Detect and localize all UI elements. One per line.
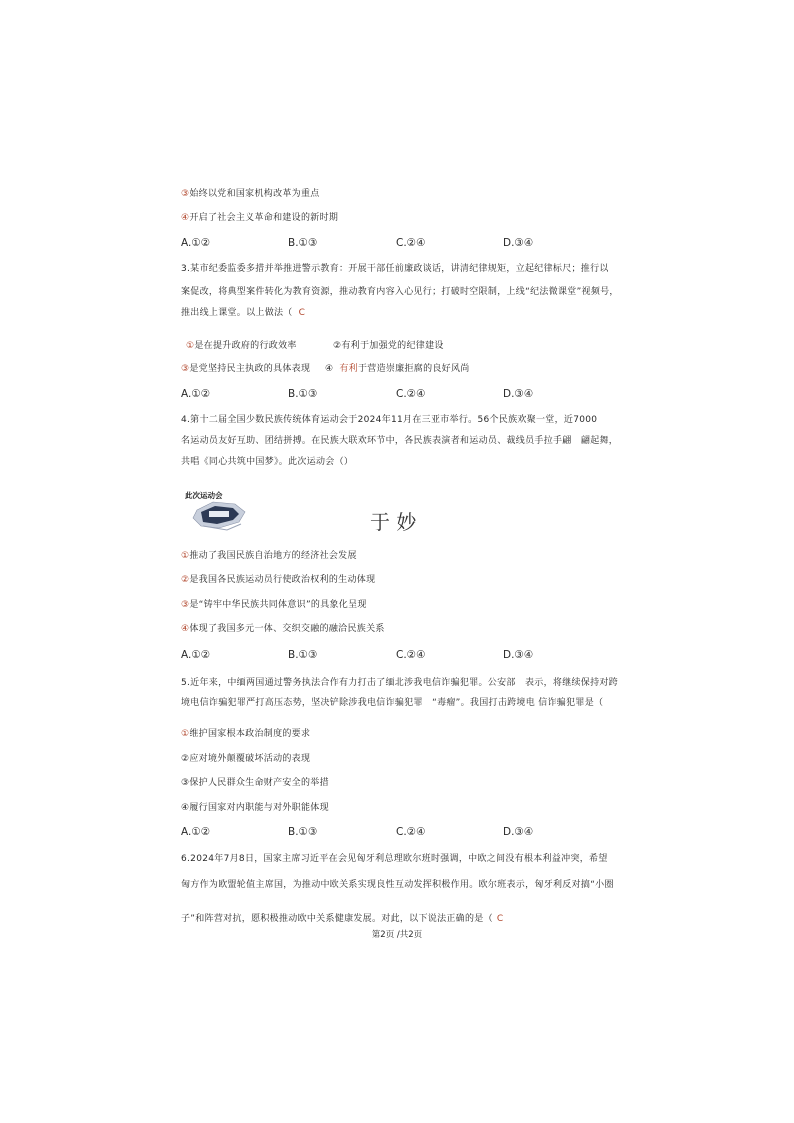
q5-statement-1: ①维护国家根本政治制度的要求 <box>181 729 311 739</box>
q5-statement-4: ④履行国家对内职能与对外职能体现 <box>181 803 329 813</box>
q4-stem-line-2: 名运动员友好互助、团结拼搏。在民族大联欢环节中，各民族表演者和运动员、裁线员手拉手翩 翩起舞， <box>181 436 619 446</box>
statement-4: ④开启了社会主义革命和建设的新时期 <box>181 213 339 223</box>
option-a[interactable]: A.①② <box>181 237 211 249</box>
q3-stem-line-2: 案促改，将典型案件转化为教育资源，推动教育内容入心见行；打破时空限制，上线“纪法微课堂”视频号， <box>181 287 619 297</box>
q4-statement-3: ③是“铸牢中华民族共同体意识”的具象化呈现 <box>181 600 367 610</box>
statement-3: ③始终以党和国家机构改革为重点 <box>181 189 320 199</box>
q3-stem-line-3: 推出线上课堂。以上做法（ C <box>181 308 306 318</box>
option-b[interactable]: B.①③ <box>288 388 318 400</box>
option-b[interactable]: B.①③ <box>288 649 318 661</box>
option-d[interactable]: D.③④ <box>503 237 534 249</box>
handwritten-answer: C <box>298 308 306 318</box>
q3-statement-1: ①是在提升政府的行政效率 <box>186 341 297 351</box>
page-footer: 第2页 /共2页 <box>371 930 423 940</box>
q3-statement-4: ④ 有利于营造崇廉拒腐的良好风尚 <box>325 364 470 374</box>
option-a[interactable]: A.①② <box>181 388 211 400</box>
q4-stem-line-1: 4.第十二届全国少数民族传统体育运动会于2024年11月在三亚市举行。56个民族欢聚一堂，近7000 <box>181 415 598 425</box>
q5-stem-line-1: 5.近年来，中缅两国通过警务执法合作有力打击了缅北涉我电信诈骗犯罪。公安部 表示，将继续保持对跨 <box>181 678 618 688</box>
option-d[interactable]: D.③④ <box>503 388 534 400</box>
emblem-graphic <box>183 488 251 536</box>
option-b[interactable]: B.①③ <box>288 826 318 838</box>
q6-stem-line-3: 子”和阵营对抗，愿积极推动欧中关系健康发展。对此，以下说法正确的是（ C <box>181 914 504 924</box>
option-d[interactable]: D.③④ <box>503 649 534 661</box>
q6-stem-line-2: 匈方作为欧盟轮值主席国，为推动中欧关系实现良性互动发挥积极作用。欧尔班表示，匈牙利反对搞“小圈 <box>181 880 614 890</box>
q4-statement-1: ①推动了我国民族自治地方的经济社会发展 <box>181 551 357 561</box>
q5-statement-3: ③保护人民群众生命财产安全的举措 <box>181 778 329 788</box>
handwritten-answer: C <box>496 914 504 924</box>
q3-statement-2: ②有利于加强党的纪律建设 <box>333 341 444 351</box>
option-a[interactable]: A.①② <box>181 649 211 661</box>
q4-statement-2: ②是我国各民族运动员行使政治权利的生动体现 <box>181 575 376 585</box>
q5-statement-2: ②应对境外颠覆破坏活动的表现 <box>181 754 311 764</box>
option-c[interactable]: C.②④ <box>396 649 426 661</box>
option-c[interactable]: C.②④ <box>396 237 426 249</box>
option-c[interactable]: C.②④ <box>396 388 426 400</box>
q3-stem-line-1: 3.某市纪委监委多措并举推进警示教育：开展干部任前廉政谈话，讲清纪律规矩，立起纪律标尺；推行以 <box>181 264 609 274</box>
q4-statement-4: ④体现了我国多元一体、交织交融的融洽民族关系 <box>181 624 385 634</box>
q3-statement-3: ③是党坚持民主执政的具体表现 <box>181 364 311 374</box>
q6-stem-line-1: 6.2024年7月8日，国家主席习近平在会见匈牙利总理欧尔班时强调，中欧之间没有根本利益冲突，希望 <box>181 854 608 864</box>
option-b[interactable]: B.①③ <box>288 237 318 249</box>
option-a[interactable]: A.①② <box>181 826 211 838</box>
option-c[interactable]: C.②④ <box>396 826 426 838</box>
q4-stem-line-3: 共唱《同心共筑中国梦》。此次运动会（） <box>181 457 354 467</box>
q5-stem-line-2: 境电信诈骗犯罪严打高压态势，坚决铲除涉我电信诈骗犯罪 “毒瘤”。我国打击跨境电 信诈骗犯罪是（ <box>181 698 604 708</box>
option-d[interactable]: D.③④ <box>503 826 534 838</box>
scan-fragment-text: 于 妙 <box>370 510 417 534</box>
sports-meet-emblem-image: 此次运动会 <box>183 488 251 536</box>
